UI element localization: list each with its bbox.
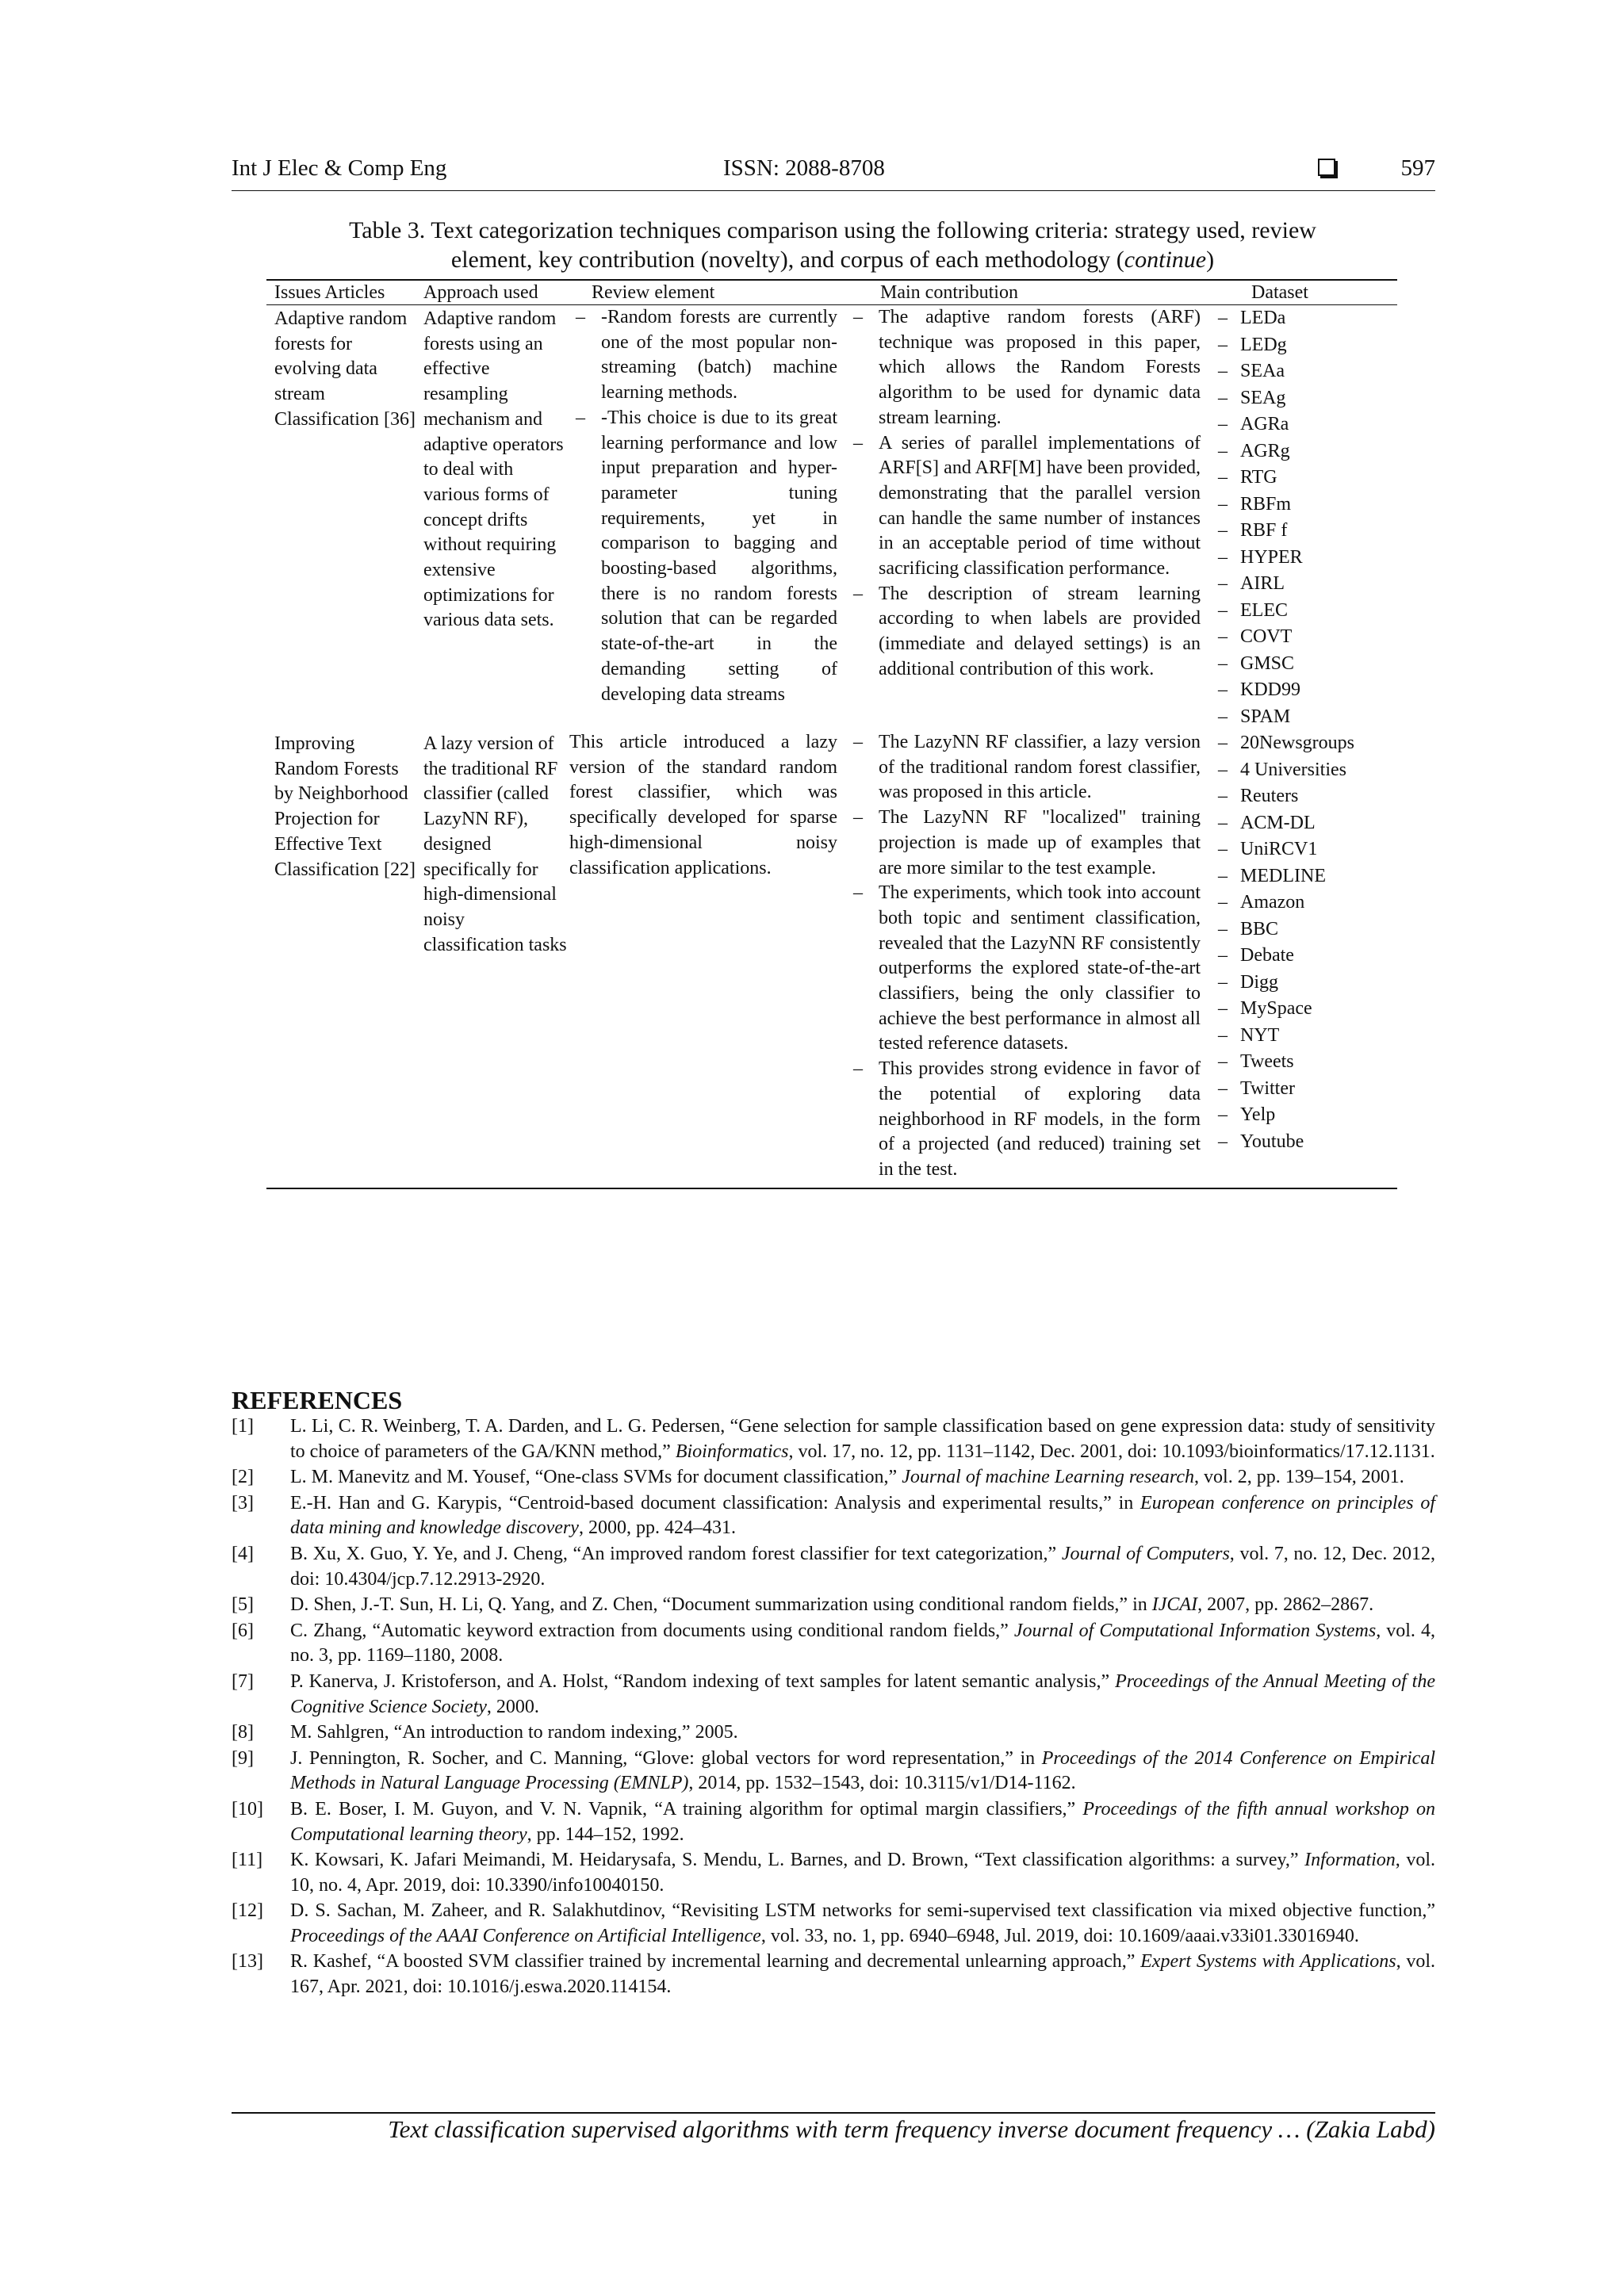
cell-approach: A lazy version of the traditional RF classifier (called LazyNN RF), designed specifically for high-dimensional noisy classification tasks — [423, 733, 567, 955]
dataset-item: – AIRL — [1212, 571, 1397, 598]
reference-number: [2] — [232, 1467, 254, 1488]
reference-number: [1] — [232, 1416, 254, 1437]
dataset-list — [1212, 730, 1397, 1155]
reference-venue: Proceedings of the Annual Meeting of the Cognitive Science Society — [290, 1670, 1435, 1717]
reference-venue: Journal of Computational Information Systems — [1013, 1620, 1377, 1641]
header-rule — [232, 190, 1435, 191]
reference-item — [232, 1414, 1435, 1464]
reference-venue: Proceedings of the 2014 Conference on Empirical Methods in Natural Language Processing (EMNLP) — [290, 1747, 1435, 1794]
table-row — [266, 305, 1397, 730]
column-header-dataset: Dataset — [1251, 282, 1308, 303]
dataset-item: – SEAg — [1212, 385, 1397, 412]
reference-number: [5] — [232, 1594, 254, 1616]
review-text: This article introduced a lazy version of the standard random forest classifier, which was specifically developed for sparse high-dimensional noisy classification applications. — [569, 732, 837, 878]
reference-item — [232, 1619, 1435, 1669]
reference-text — [290, 1670, 1435, 1720]
dataset-item: – Digg — [1212, 970, 1397, 997]
dataset-item: – MEDLINE — [1212, 863, 1397, 890]
reference-part: , vol. 7, no. 12, Dec. 2012, doi: 10.4304/jcp.7.12.2913-2920. — [290, 1543, 1435, 1590]
dataset-item: – SEAa — [1212, 358, 1397, 385]
reference-part: , 2000, pp. 424–431. — [578, 1517, 736, 1539]
reference-number: [10] — [232, 1798, 263, 1820]
cell-contribution — [847, 730, 1212, 1183]
reference-part: B. Xu, X. Guo, Y. Ye, and J. Cheng, “An improved random forest classifier for text categorization,” — [290, 1543, 1062, 1564]
reference-part: , 2000. — [486, 1696, 539, 1717]
reference-venue: Expert Systems with Applications — [1140, 1951, 1396, 1973]
reference-number: [13] — [232, 1951, 263, 1973]
table-header-row — [266, 281, 1397, 305]
reference-text — [290, 1491, 1435, 1541]
page-number: 597 — [1400, 155, 1435, 181]
reference-part: M. Sahlgren, “An introduction to random indexing,” 2005. — [290, 1722, 738, 1743]
dataset-item: – RBFm — [1212, 492, 1397, 519]
journal-name: Int J Elec & Comp Eng — [232, 155, 447, 181]
cell-datasets — [1212, 730, 1397, 1183]
reference-part: , vol. 4, no. 3, pp. 1169–1180, 2008. — [290, 1620, 1435, 1667]
references-heading: REFERENCES — [232, 1386, 403, 1414]
reference-part: K. Kowsari, K. Jafari Meimandi, M. Heidarysafa, S. Mendu, L. Barnes, and D. Brown, “Text classification algorithms: a survey,” — [290, 1850, 1305, 1871]
dataset-item: – RBF f — [1212, 518, 1397, 545]
reference-number: [12] — [232, 1900, 263, 1922]
reference-part: B. E. Boser, I. M. Guyon, and V. N. Vapnik, “A training algorithm for optimal margin classifiers,” — [290, 1798, 1083, 1820]
comparison-table — [266, 279, 1397, 1189]
cell-datasets — [1212, 305, 1397, 730]
reference-item — [232, 1797, 1435, 1847]
reference-item — [232, 1747, 1435, 1797]
dataset-item: – ACM-DL — [1212, 810, 1397, 837]
column-header-contribution: Main contribution — [880, 282, 1018, 303]
dataset-item: – UniRCV1 — [1212, 836, 1397, 863]
review-item: – -This choice is due to its great learning performance and low input preparation and hyper-parameter tuning requirements, yet in comparison to bagging and boosting-based algorithms, there is no random forests solution that can be regarded state-of-the-art in the demanding setting of developing data streams — [569, 406, 837, 707]
reference-part: , vol. 33, no. 1, pp. 6940–6948, Jul. 2019, doi: 10.1609/aaai.v33i01.33016940. — [760, 1925, 1359, 1946]
dataset-item: – LEDg — [1212, 332, 1397, 359]
dataset-item: – GMSC — [1212, 651, 1397, 678]
cell-approach: Adaptive random forests using an effective resampling mechanism and adaptive operators to deal with various forms of concept drifts without requiring extensive optimizations for various data sets. — [423, 308, 564, 631]
reference-part: L. M. Manevitz and M. Yousef, “One-class SVMs for document classification,” — [290, 1467, 902, 1488]
caption-continue: continue — [1124, 247, 1207, 273]
reference-item — [232, 1899, 1435, 1949]
dataset-item: – 20Newsgroups — [1212, 730, 1397, 757]
reference-text — [290, 1848, 1435, 1898]
dataset-item: – Amazon — [1212, 890, 1397, 916]
contribution-item: – The LazyNN RF classifier, a lazy version of the traditional random forest classifier, was proposed in this article. — [847, 730, 1201, 806]
reference-part: , 2007, pp. 2862–2867. — [1197, 1594, 1374, 1616]
reference-part: , vol. 10, no. 4, Apr. 2019, doi: 10.3390/info10040150. — [290, 1850, 1435, 1896]
running-header — [232, 155, 1435, 190]
reference-venue: Information — [1304, 1850, 1396, 1871]
reference-text — [290, 1465, 1435, 1490]
dataset-item: – LEDa — [1212, 305, 1397, 332]
dataset-item: – COVT — [1212, 624, 1397, 651]
reference-number: [6] — [232, 1620, 254, 1641]
reference-text — [290, 1950, 1435, 1999]
dataset-item: – AGRa — [1212, 411, 1397, 438]
dataset-item: – KDD99 — [1212, 677, 1397, 704]
dataset-item: – SPAM — [1212, 704, 1397, 731]
contribution-item: – The description of stream learning according to when labels are provided (immediate and delayed settings) is an additional contribution of this work. — [847, 582, 1201, 683]
reference-part: D. Shen, J.-T. Sun, H. Li, Q. Yang, and Z. Chen, “Document summarization using conditional random fields,” in — [290, 1594, 1152, 1616]
reference-number: [9] — [232, 1747, 254, 1769]
reference-part: , pp. 144–152, 1992. — [527, 1823, 684, 1845]
issn: ISSN: 2088-8708 — [723, 155, 885, 181]
reference-venue: European conference on principles of data mining and knowledge discovery — [290, 1492, 1435, 1539]
reference-text — [290, 1593, 1435, 1618]
column-header-approach: Approach used — [423, 282, 538, 303]
reference-number: [3] — [232, 1492, 254, 1513]
reference-number: [4] — [232, 1543, 254, 1564]
reference-part: , vol. 17, no. 12, pp. 1131–1142, Dec. 2001, doi: 10.1093/bioinformatics/17.12.1131. — [788, 1441, 1435, 1462]
reference-item — [232, 1848, 1435, 1898]
reference-part: D. S. Sachan, M. Zaheer, and R. Salakhutdinov, “Revisiting LSTM networks for semi-supervised text classification via mixed objective function,” — [290, 1900, 1435, 1922]
dataset-item: – AGRg — [1212, 438, 1397, 465]
column-header-review: Review element — [592, 282, 715, 303]
table-caption — [262, 216, 1404, 274]
reference-text — [290, 1414, 1435, 1464]
reference-item — [232, 1542, 1435, 1592]
reference-text — [290, 1720, 1435, 1746]
references-list — [232, 1414, 1435, 2001]
column-header-issues: Issues Articles — [274, 282, 385, 303]
reference-number: [11] — [232, 1850, 263, 1871]
dataset-item: – MySpace — [1212, 996, 1397, 1023]
dataset-item: – HYPER — [1212, 545, 1397, 572]
contribution-item: – The LazyNN RF "localized" training projection is made up of examples that are more similar to the test example. — [847, 806, 1201, 881]
reference-text — [290, 1747, 1435, 1797]
reference-text — [290, 1899, 1435, 1949]
table-row — [266, 730, 1397, 1183]
reference-part: P. Kanerva, J. Kristoferson, and A. Holst, “Random indexing of text samples for latent semantic analysis,” — [290, 1670, 1116, 1692]
dataset-item: – RTG — [1212, 465, 1397, 492]
dataset-item: – 4 Universities — [1212, 757, 1397, 784]
dataset-item: – Debate — [1212, 943, 1397, 970]
reference-part: , 2014, pp. 1532–1543, doi: 10.3115/v1/D14-1162. — [688, 1773, 1076, 1794]
reference-item — [232, 1720, 1435, 1746]
contribution-item: – This provides strong evidence in favor of the potential of exploring data neighborhood in RF models, in the form of a projected (and reduced) training set in the test. — [847, 1057, 1201, 1183]
footer-rule — [232, 2112, 1435, 2114]
review-item: – -Random forests are currently one of the most popular non-streaming (batch) machine learning methods. — [569, 305, 837, 406]
reference-text — [290, 1797, 1435, 1847]
table-bottom-rule — [266, 1188, 1397, 1189]
dataset-item: – NYT — [1212, 1023, 1397, 1050]
contribution-item: – A series of parallel implementations of ARF[S] and ARF[M] have been provided, demonstrating that the parallel version can handle the same number of instances in an acceptable period of time without sacrificing classification performance. — [847, 431, 1201, 582]
reference-item — [232, 1465, 1435, 1490]
cell-issue: Adaptive random forests for evolving data stream Classification [36] — [274, 308, 416, 430]
reference-part: E.-H. Han and G. Karypis, “Centroid-based document classification: Analysis and experimental results,” in — [290, 1492, 1141, 1513]
reference-item — [232, 1593, 1435, 1618]
running-footer: Text classification supervised algorithms with term frequency inverse document frequency … (Zakia Labd) — [388, 2115, 1435, 2143]
reference-item — [232, 1670, 1435, 1720]
reference-part: C. Zhang, “Automatic keyword extraction from documents using conditional random fields,” — [290, 1620, 1014, 1641]
dataset-item: – Tweets — [1212, 1049, 1397, 1076]
contribution-item: – The adaptive random forests (ARF) technique was proposed in this paper, which allows the Random Forests algorithm to be used for dynamic data stream learning. — [847, 305, 1201, 431]
dataset-item: – Twitter — [1212, 1076, 1397, 1103]
reference-text — [290, 1542, 1435, 1592]
dataset-item: – ELEC — [1212, 598, 1397, 625]
reference-part: , vol. 167, Apr. 2021, doi: 10.1016/j.eswa.2020.114154. — [290, 1951, 1435, 1998]
cell-contribution — [847, 305, 1212, 730]
reference-item — [232, 1950, 1435, 1999]
reference-item — [232, 1491, 1435, 1541]
dataset-list — [1212, 305, 1397, 730]
dataset-item: – BBC — [1212, 916, 1397, 943]
reference-venue: Journal of machine Learning research — [902, 1467, 1195, 1488]
cell-issue: Improving Random Forests by Neighborhood Projection for Effective Text Classification [22] — [274, 733, 416, 880]
reference-part: , vol. 2, pp. 139–154, 2001. — [1194, 1467, 1404, 1488]
caption-line-2: element, key contribution (novelty), and corpus of each methodology (continue) — [450, 247, 1215, 273]
reference-venue: Journal of Computers — [1061, 1543, 1230, 1564]
reference-venue: Proceedings of the AAAI Conference on Artificial Intelligence — [290, 1925, 761, 1946]
reference-number: [7] — [232, 1670, 254, 1692]
dataset-item: – Reuters — [1212, 783, 1397, 810]
contribution-item: – The experiments, which took into account both topic and sentiment classification, revealed that the LazyNN RF consistently outperforms the explored state-of-the-art classifiers, being the only classifier to achieve the best performance in almost all tested reference datasets. — [847, 881, 1201, 1057]
reference-number: [8] — [232, 1722, 254, 1743]
reference-part: L. Li, C. R. Weinberg, T. A. Darden, and L. G. Pedersen, “Gene selection for sample classification based on gene expression data: study of sensitivity to choice of parameters of the GA/KNN method,” — [290, 1416, 1435, 1462]
reference-venue: IJCAI — [1151, 1594, 1198, 1616]
reference-part: R. Kashef, “A boosted SVM classifier trained by incremental learning and decremental unlearning approach,” — [290, 1951, 1141, 1973]
cell-review — [569, 305, 847, 730]
caption-line-1: Table 3. Text categorization techniques comparison using the following criteria: strategy used, review — [349, 217, 1316, 243]
reference-part: J. Pennington, R. Socher, and C. Manning, “Glove: global vectors for word representation,” in — [290, 1747, 1042, 1769]
dataset-item: – Yelp — [1212, 1102, 1397, 1129]
reference-text — [290, 1619, 1435, 1669]
reference-venue: Proceedings of the fifth annual workshop on Computational learning theory — [290, 1798, 1435, 1845]
reference-venue: Bioinformatics — [675, 1441, 789, 1462]
dataset-item: – Youtube — [1212, 1129, 1397, 1156]
cell-review — [569, 730, 847, 1183]
square-bullet-icon — [1318, 159, 1335, 176]
